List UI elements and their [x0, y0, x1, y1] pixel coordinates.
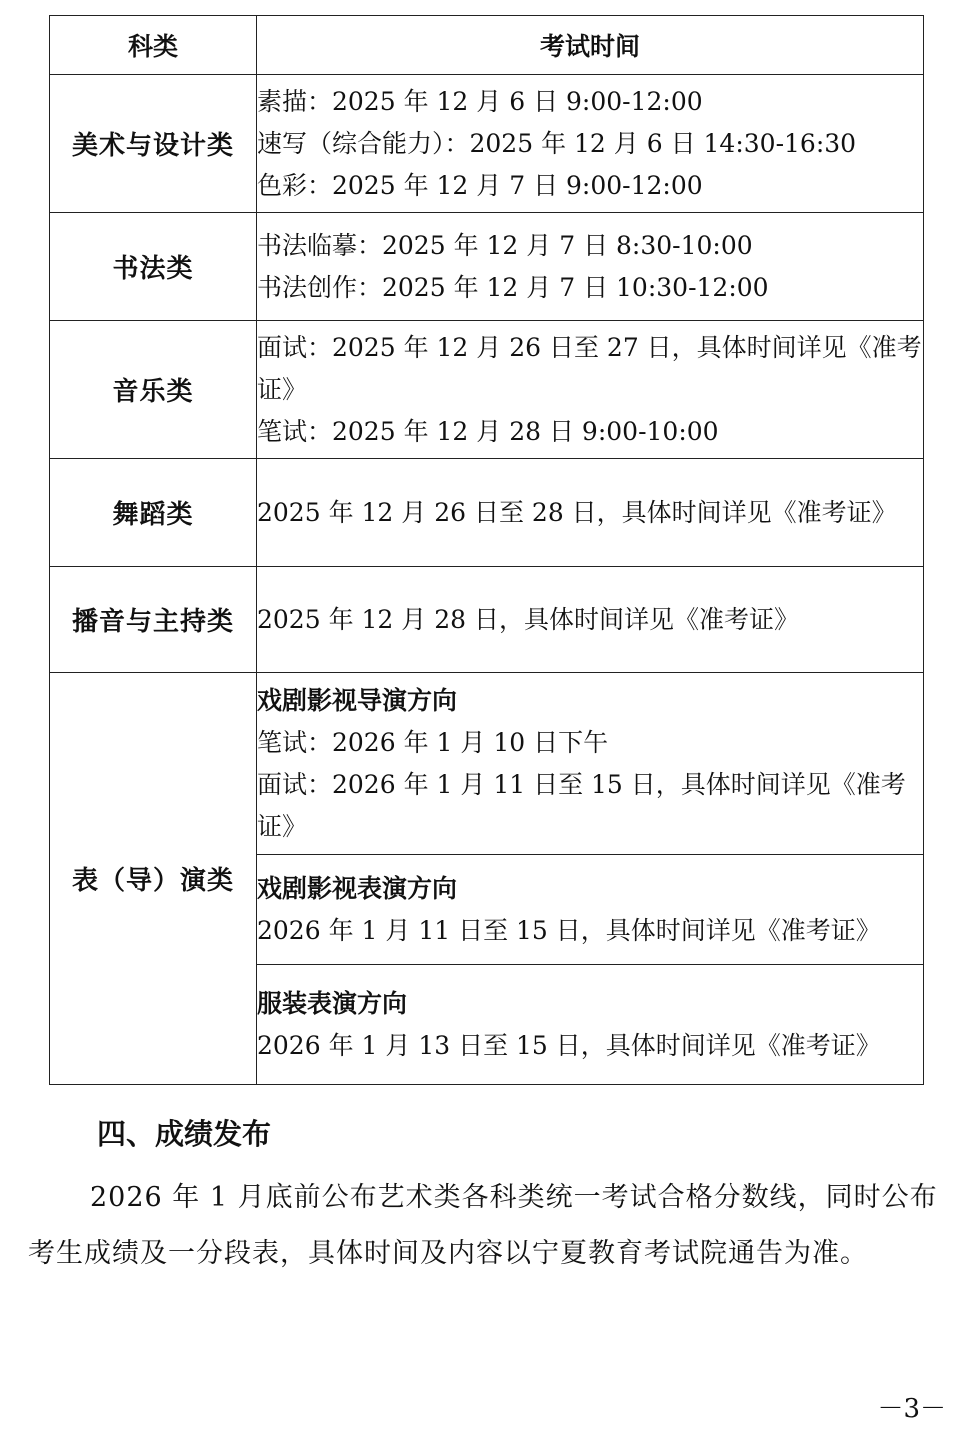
- category-performance-directing: 表（导）演类: [50, 673, 257, 1085]
- table-row: [50, 75, 924, 213]
- table-row: [50, 321, 924, 459]
- time-cell: [257, 459, 924, 567]
- header-exam-time: 考试时间: [257, 16, 924, 75]
- time-cell: [257, 855, 924, 965]
- time-line: 笔试：2026 年 1 月 10 日下午: [257, 727, 609, 757]
- time-line: 书法创作：2025 年 12 月 7 日 10:30-12:00: [257, 272, 769, 302]
- page-number: －3－: [877, 1394, 946, 1424]
- time-cell: [257, 567, 924, 673]
- time-cell: [257, 965, 924, 1085]
- time-line: 2025 年 12 月 26 日至 28 日，具体时间详见《准考证》: [257, 497, 897, 527]
- time-line: 速写（综合能力）：2025 年 12 月 6 日 14:30-16:30: [257, 128, 857, 158]
- category-calligraphy: 书法类: [50, 213, 257, 321]
- category-music: 音乐类: [50, 321, 257, 459]
- section-paragraph: 2026 年 1 月底前公布艺术类各科类统一考试合格分数线，同时公布考生成绩及一分段表，具体时间及内容以宁夏教育考试院通告为准。: [28, 1182, 938, 1269]
- section-heading: 四、成绩发布: [97, 1117, 272, 1151]
- time-line: 色彩：2025 年 12 月 7 日 9:00-12:00: [257, 170, 703, 200]
- time-cell: [257, 75, 924, 213]
- time-line: 2025 年 12 月 28 日，具体时间详见《准考证》: [257, 604, 799, 634]
- exam-schedule-table: [49, 15, 924, 1085]
- subsection-title: 戏剧影视表演方向: [257, 873, 458, 903]
- table-row: [50, 673, 924, 855]
- table-row: [50, 567, 924, 673]
- time-cell: [257, 213, 924, 321]
- time-line: 面试：2026 年 1 月 11 日至 15 日，具体时间详见《准考证》: [257, 769, 906, 841]
- time-cell: [257, 673, 924, 855]
- category-art-design: 美术与设计类: [50, 75, 257, 213]
- table-header-row: [50, 16, 924, 75]
- time-line: 笔试：2025 年 12 月 28 日 9:00-10:00: [257, 416, 719, 446]
- category-broadcasting-hosting: 播音与主持类: [50, 567, 257, 673]
- category-dance: 舞蹈类: [50, 459, 257, 567]
- time-line: 素描：2025 年 12 月 6 日 9:00-12:00: [257, 86, 703, 116]
- time-cell: [257, 321, 924, 459]
- time-line: 2026 年 1 月 11 日至 15 日，具体时间详见《准考证》: [257, 915, 881, 945]
- table-row: [50, 213, 924, 321]
- table-row: [50, 459, 924, 567]
- subsection-title: 戏剧影视导演方向: [257, 685, 458, 715]
- time-line: 面试：2025 年 12 月 26 日至 27 日，具体时间详见《准考证》: [257, 332, 922, 404]
- header-category: 科类: [50, 16, 257, 75]
- time-line: 书法临摹：2025 年 12 月 7 日 8:30-10:00: [257, 230, 753, 260]
- time-line: 2026 年 1 月 13 日至 15 日，具体时间详见《准考证》: [257, 1030, 881, 1060]
- subsection-title: 服装表演方向: [257, 988, 408, 1018]
